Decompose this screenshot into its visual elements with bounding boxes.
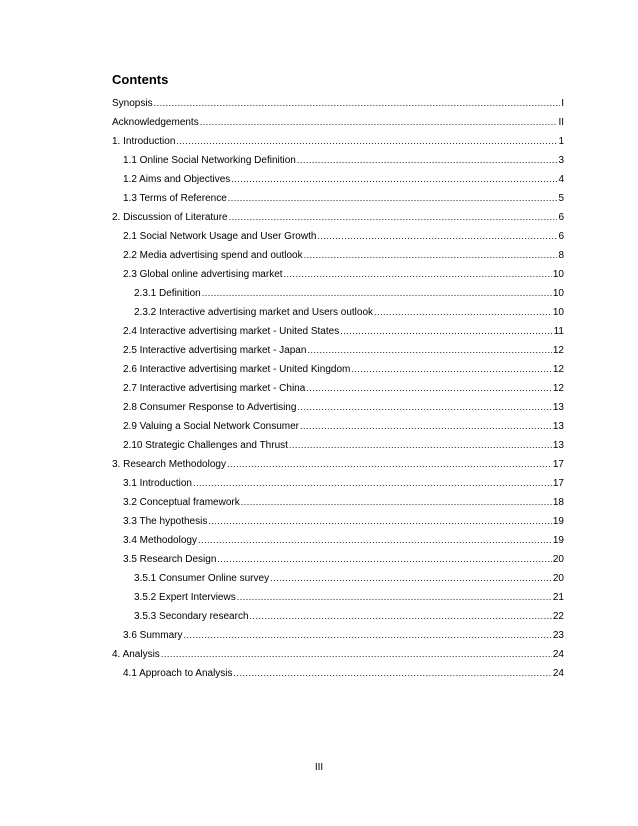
dot-leader <box>234 664 552 683</box>
dot-leader <box>176 132 557 151</box>
toc-heading: Contents <box>112 72 169 87</box>
toc-entry[interactable] <box>112 322 564 341</box>
toc-entry-title: 3.5.3 Secondary research <box>134 611 249 622</box>
toc-entry[interactable] <box>112 398 564 417</box>
toc-entry-page: 19 <box>552 535 564 546</box>
toc-entry[interactable] <box>112 341 564 360</box>
toc-entry-page: 10 <box>552 288 564 299</box>
toc-entry-title: 4.1 Approach to Analysis <box>123 668 233 679</box>
toc-entry[interactable] <box>112 265 564 284</box>
dot-leader <box>202 284 552 303</box>
toc-entry-page: 24 <box>552 649 564 660</box>
dot-leader <box>289 436 552 455</box>
toc-entry[interactable] <box>112 246 564 265</box>
toc-entry[interactable] <box>112 208 564 227</box>
toc-entry[interactable] <box>112 569 564 588</box>
toc-entry[interactable] <box>112 227 564 246</box>
toc-entry-page: 13 <box>552 421 564 432</box>
toc-entry-title: 3.5.1 Consumer Online survey <box>134 573 270 584</box>
toc-entry-title: 2.7 Interactive advertising market - China <box>123 383 306 394</box>
dot-leader <box>231 170 557 189</box>
toc-entry-page: 11 <box>553 326 564 337</box>
dot-leader <box>307 341 551 360</box>
dot-leader <box>297 151 558 170</box>
toc-entry-page: I <box>561 98 564 109</box>
toc-entry-page: 13 <box>552 402 564 413</box>
toc-entry-page: 18 <box>552 497 564 508</box>
toc-entry-title: 2.3.1 Definition <box>134 288 201 299</box>
dot-leader <box>217 550 551 569</box>
toc-entry-page: 6 <box>558 212 564 223</box>
toc-entry-page: 21 <box>552 592 564 603</box>
toc-entry-title: 2.3 Global online advertising market <box>123 269 283 280</box>
toc-entry-title: 2.1 Social Network Usage and User Growth <box>123 231 317 242</box>
dot-leader <box>284 265 552 284</box>
toc-entry[interactable] <box>112 607 564 626</box>
toc-entry-title: Acknowledgements <box>112 117 199 128</box>
toc-entry[interactable] <box>112 113 564 132</box>
toc-entry-title: 2.3.2 Interactive advertising market and Users outlook <box>134 307 374 318</box>
dot-leader <box>300 417 552 436</box>
toc-entry-page: 12 <box>552 383 564 394</box>
toc-entry-page: 20 <box>552 573 564 584</box>
dot-leader <box>198 531 552 550</box>
dot-leader <box>200 113 558 132</box>
dot-leader <box>161 645 552 664</box>
toc-entry[interactable] <box>112 436 564 455</box>
toc-entry-page: 12 <box>552 345 564 356</box>
toc-entry[interactable] <box>112 493 564 512</box>
toc-entry[interactable] <box>112 645 564 664</box>
toc-entry[interactable] <box>112 151 564 170</box>
toc-entry-title: 2.4 Interactive advertising market - United States <box>123 326 340 337</box>
dot-leader <box>351 360 552 379</box>
toc-entry-title: 1.2 Aims and Objectives <box>123 174 231 185</box>
footer-page-number: III <box>314 762 324 773</box>
toc-entry-title: 1.1 Online Social Networking Definition <box>123 155 296 166</box>
toc-entry-page: 19 <box>552 516 564 527</box>
dot-leader <box>227 455 552 474</box>
toc-entry-page: 20 <box>552 554 564 565</box>
dot-leader <box>317 227 557 246</box>
dot-leader <box>241 493 552 512</box>
toc-entry[interactable] <box>112 303 564 322</box>
toc-entry-title: Synopsis <box>112 98 153 109</box>
toc-entry-title: 2.5 Interactive advertising market - Japan <box>123 345 307 356</box>
toc-entry-title: 3.1 Introduction <box>123 478 192 489</box>
toc-entry-title: 3.2 Conceptual framework <box>123 497 240 508</box>
toc-entry-page: 10 <box>552 269 564 280</box>
toc-entry[interactable] <box>112 455 564 474</box>
toc-entry[interactable] <box>112 132 564 151</box>
toc-entry-page: 24 <box>552 668 564 679</box>
toc-entry-page: 22 <box>552 611 564 622</box>
toc-entry-title: 2.10 Strategic Challenges and Thrust <box>123 440 288 451</box>
toc-entry-title: 3. Research Methodology <box>112 459 226 470</box>
toc-entry[interactable] <box>112 360 564 379</box>
dot-leader <box>306 379 552 398</box>
toc-entry-title: 2.2 Media advertising spend and outlook <box>123 250 303 261</box>
toc-entry[interactable] <box>112 550 564 569</box>
toc-entry-page: 17 <box>552 459 564 470</box>
toc-entry-title: 4. Analysis <box>112 649 160 660</box>
toc-entry-page: 13 <box>552 440 564 451</box>
toc-entry-page: II <box>558 117 564 128</box>
toc-entry-page: 6 <box>558 231 564 242</box>
toc-entry-page: 1 <box>558 136 564 147</box>
toc-entry[interactable] <box>112 94 564 113</box>
toc-entry-page: 4 <box>558 174 564 185</box>
dot-leader <box>250 607 552 626</box>
toc-entry[interactable] <box>112 588 564 607</box>
toc-entry[interactable] <box>112 189 564 208</box>
toc-entry[interactable] <box>112 474 564 493</box>
dot-leader <box>154 94 561 113</box>
toc-entry-title: 1. Introduction <box>112 136 176 147</box>
toc-entry-title: 3.6 Summary <box>123 630 183 641</box>
toc-entry[interactable] <box>112 284 564 303</box>
dot-leader <box>374 303 552 322</box>
toc-entry-page: 5 <box>558 193 564 204</box>
dot-leader <box>304 246 558 265</box>
dot-leader <box>237 588 552 607</box>
dot-leader <box>228 189 558 208</box>
toc-entry-page: 17 <box>552 478 564 489</box>
toc-entry-page: 12 <box>552 364 564 375</box>
toc-entry-page: 8 <box>558 250 564 261</box>
toc-entry-page: 10 <box>552 307 564 318</box>
dot-leader <box>229 208 558 227</box>
table-of-contents <box>112 94 564 683</box>
dot-leader <box>193 474 552 493</box>
dot-leader <box>270 569 552 588</box>
toc-entry[interactable] <box>112 379 564 398</box>
toc-entry-title: 3.5.2 Expert Interviews <box>134 592 236 603</box>
toc-entry[interactable] <box>112 512 564 531</box>
toc-entry[interactable] <box>112 417 564 436</box>
dot-leader <box>297 398 551 417</box>
dot-leader <box>208 512 552 531</box>
toc-entry-title: 3.4 Methodology <box>123 535 197 546</box>
toc-entry[interactable] <box>112 170 564 189</box>
toc-entry-title: 2.9 Valuing a Social Network Consumer <box>123 421 300 432</box>
dot-leader <box>183 626 551 645</box>
toc-entry-title: 3.3 The hypothesis <box>123 516 208 527</box>
toc-entry-page: 23 <box>552 630 564 641</box>
toc-entry[interactable] <box>112 664 564 683</box>
toc-entry[interactable] <box>112 626 564 645</box>
toc-entry-title: 2.8 Consumer Response to Advertising <box>123 402 297 413</box>
toc-entry-title: 3.5 Research Design <box>123 554 217 565</box>
toc-entry-page: 3 <box>558 155 564 166</box>
dot-leader <box>340 322 552 341</box>
toc-entry-title: 2.6 Interactive advertising market - United Kingdom <box>123 364 351 375</box>
toc-entry[interactable] <box>112 531 564 550</box>
toc-entry-title: 1.3 Terms of Reference <box>123 193 227 204</box>
toc-entry-title: 2. Discussion of Literature <box>112 212 228 223</box>
